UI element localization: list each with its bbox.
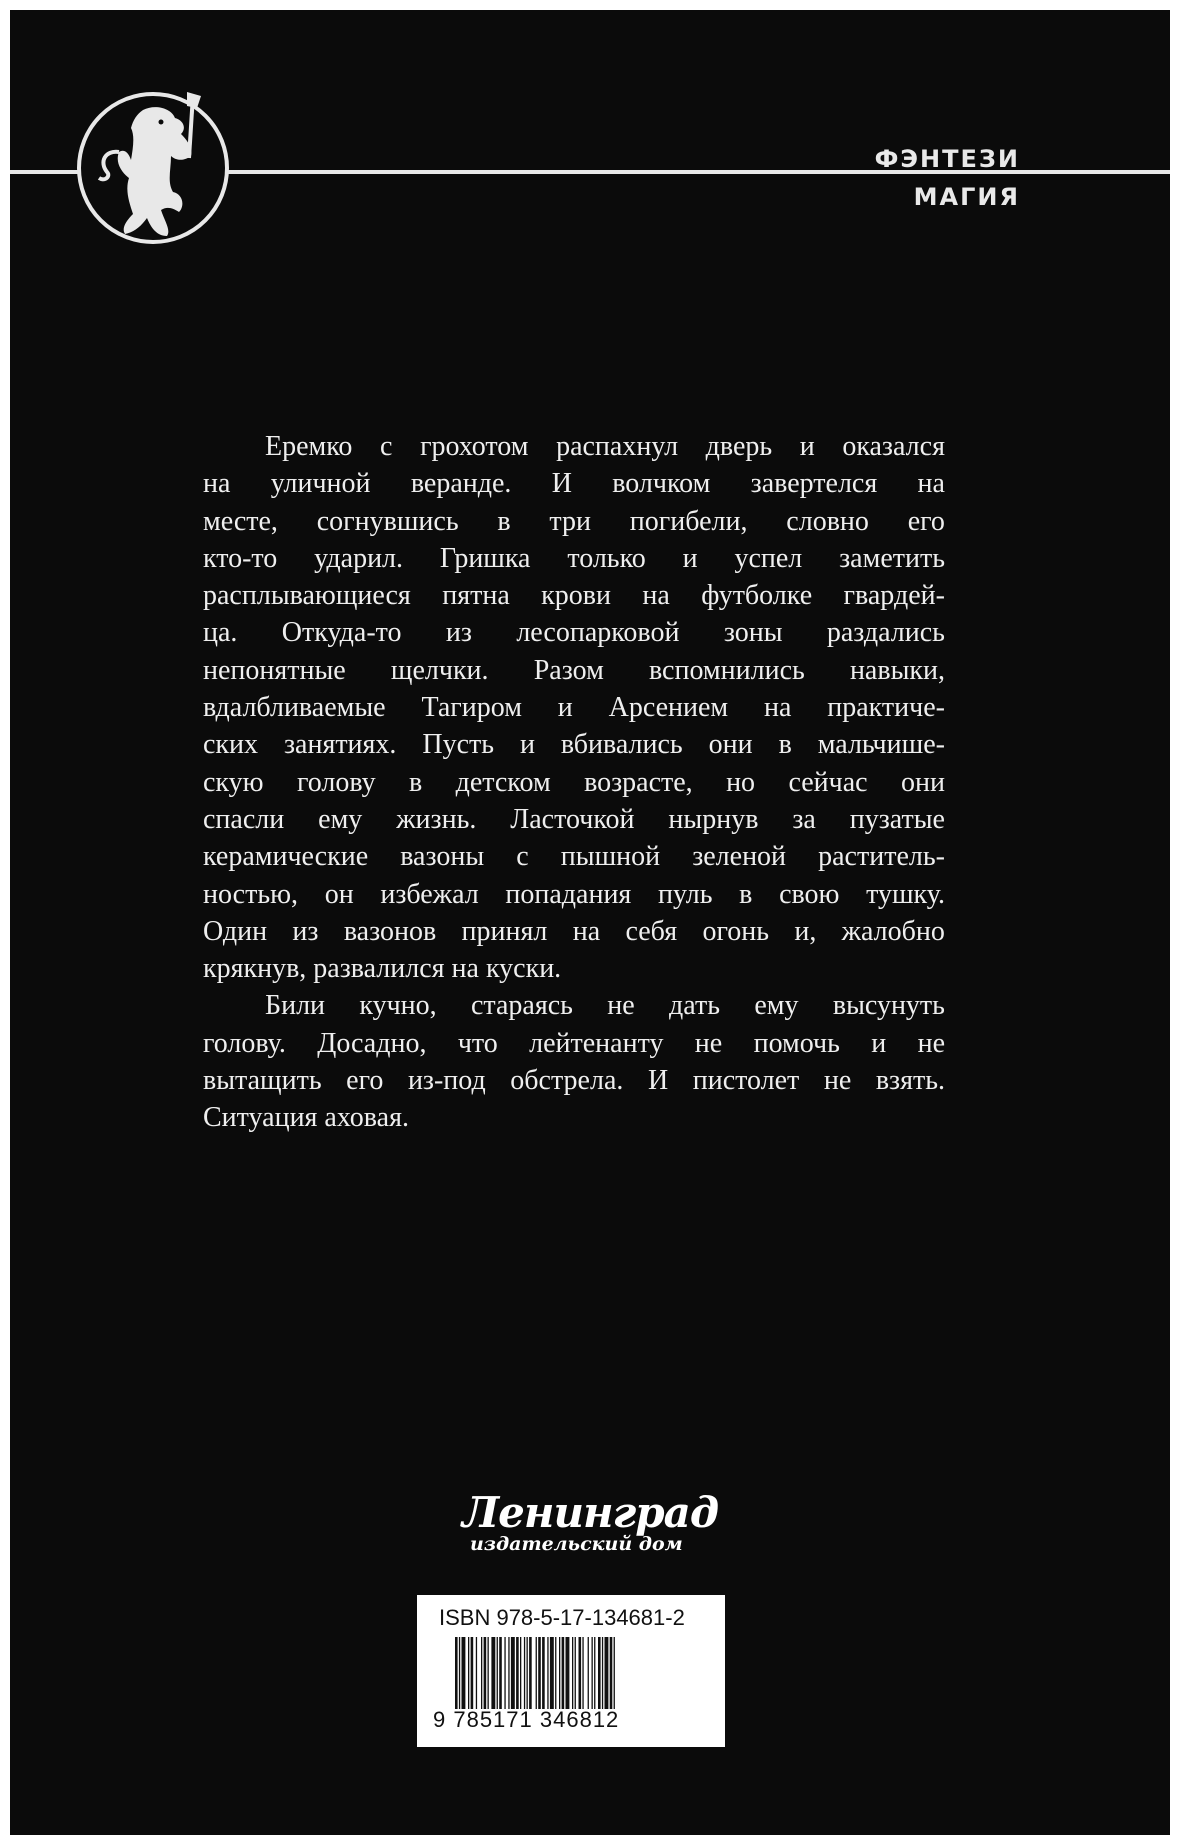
blurb-text [203,428,945,1137]
blurb-word: раздались [826,617,945,649]
blurb-word: его [907,505,945,537]
blurb-word: согнувшись [316,505,459,537]
blurb-line [203,987,945,1024]
blurb-word: сейчас [788,766,868,798]
blurb-word: жизнь. [396,803,477,835]
blurb-word: футболке [701,580,813,612]
blurb-word: за [792,803,816,835]
blurb-word: в [409,766,423,798]
blurb-word: ударил. [314,542,404,574]
blurb-word: зоны [723,617,783,649]
blurb-word: навыки, [849,654,945,686]
blurb-word: вазонов [343,915,437,947]
blurb-word: Ситуация аховая. [203,1102,409,1134]
blurb-word: с [516,841,529,873]
blurb-word: раститель- [818,841,945,873]
blurb-word: в [739,878,753,910]
genre-fantasy: ФЭНТЕЗИ [874,145,1020,173]
blurb-line [203,428,945,465]
blurb-word: жалобно [841,915,945,947]
blurb-line [203,689,945,726]
blurb-word: пистолет [692,1065,800,1097]
blurb-line [203,1099,945,1136]
blurb-word: на [203,468,231,500]
blurb-word: занятиях. [283,729,397,761]
blurb-word: практиче- [827,692,945,724]
blurb-line [203,1062,945,1099]
book-back-cover [10,10,1170,1835]
blurb-word: вдалбливаемые [203,692,386,724]
blurb-word: пуль [657,878,713,910]
blurb-word: веранде. [410,468,512,500]
blurb-word: ских [203,729,259,761]
blurb-word: зеленой [692,841,787,873]
blurb-word: крови [541,580,611,612]
blurb-word: взять. [875,1065,945,1097]
blurb-word: вспомнились [648,654,805,686]
blurb-word: Пусть [422,729,495,761]
blurb-word: ему [754,990,799,1022]
blurb-word: мальчише- [817,729,945,761]
blurb-word: и [799,431,815,462]
blurb-word: в [778,729,792,761]
isbn-number: ISBN 978-5-17-134681-2 [439,1605,685,1630]
blurb-line [203,503,945,540]
blurb-word: и [682,542,698,574]
blurb-word: Ласточкой [510,803,635,835]
blurb-word: ему [318,803,363,835]
blurb-word: месте, [203,505,278,537]
blurb-word: на [764,692,792,724]
blurb-word: попадания [505,878,632,910]
blurb-word: и, [794,915,817,947]
blurb-word: вытащить [203,1065,322,1097]
blurb-word: уличной [270,468,371,500]
blurb-word: Тагиром [421,692,522,724]
blurb-word: оказался [842,431,945,462]
blurb-word: стараясь [471,990,573,1022]
barcode-label [417,1595,725,1747]
blurb-line [203,614,945,651]
blurb-word: он [324,878,354,910]
genre-labels [875,140,1020,216]
blurb-word: дать [669,990,721,1022]
genre-magic: МАГИЯ [913,183,1020,211]
blurb-word: только [567,542,646,574]
blurb-line [203,876,945,913]
barcode-digits: 9 785171 346812 [433,1707,620,1732]
blurb-line [203,764,945,801]
blurb-word: успел [734,542,803,574]
blurb-word: завертелся [750,468,878,500]
blurb-line [203,913,945,950]
blurb-word: не [917,1027,945,1059]
blurb-word: лейтенанту [529,1027,664,1059]
blurb-word: вбивались [560,729,683,761]
blurb-word: Разом [533,654,604,686]
blurb-word: и [557,692,573,724]
blurb-word: свою [779,878,840,910]
blurb-word: в [497,505,511,537]
blurb-word: не [823,1065,852,1097]
blurb-word: помочь [753,1027,840,1059]
blurb-word: крякнув, развалился на куски. [203,953,562,985]
blurb-word: три [549,505,591,537]
blurb-word: погибели, [629,505,748,537]
blurb-word: щелчки. [390,654,489,686]
blurb-word: Еремко [265,431,353,462]
blurb-word: пузатые [849,803,945,835]
blurb-word: расплывающиеся [203,580,411,612]
blurb-line [203,950,945,987]
blurb-word: лесопарковой [516,617,680,649]
blurb-word: голову [296,766,376,798]
blurb-line [203,540,945,577]
blurb-word: нырнув [668,803,759,835]
blurb-word: обстрела. [510,1065,624,1097]
blurb-line [203,1025,945,1062]
blurb-word: дверь [705,431,773,462]
barcode-icon [455,1637,687,1709]
blurb-line [203,577,945,614]
blurb-line [203,838,945,875]
blurb-word: избежал [380,878,479,910]
blurb-word: Гришка [439,542,531,574]
blurb-word: с [380,431,393,462]
blurb-word: Били [265,990,326,1022]
blurb-word: из-под [407,1065,486,1097]
blurb-word: непонятные [203,654,346,686]
blurb-word: не [607,990,635,1022]
lion-with-axe-icon [75,90,255,270]
blurb-line [203,652,945,689]
blurb-word: пышной [560,841,661,873]
blurb-word: И [551,468,572,500]
blurb-word: на [642,580,670,612]
blurb-word: кто-то [203,542,278,574]
blurb-word: принял [461,915,548,947]
blurb-word: волчком [612,468,711,500]
blurb-word: высунуть [832,990,945,1022]
publisher-name: Ленинград [462,1488,719,1537]
blurb-word: его [346,1065,384,1097]
blurb-word: распахнул [556,431,679,462]
blurb-word: кучно, [359,990,437,1022]
blurb-word: скую [203,766,264,798]
blurb-word: на [917,468,945,500]
blurb-word: ностью, [203,878,299,910]
blurb-line [203,465,945,502]
blurb-word: Откуда-то [281,617,402,649]
blurb-word: на [572,915,601,947]
blurb-word: себя [625,915,678,947]
blurb-word: словно [786,505,869,537]
blurb-word: Один [203,915,268,947]
blurb-word: что [457,1027,498,1059]
publisher-logo [440,1490,740,1566]
blurb-word: они [900,766,945,798]
blurb-word: они [708,729,753,761]
blurb-word: голову. [203,1027,286,1059]
blurb-line [203,726,945,763]
blurb-word: Досадно, [317,1027,427,1059]
blurb-word: огонь [702,915,769,947]
blurb-word: ца. [203,617,238,649]
blurb-word: не [694,1027,723,1059]
blurb-line [203,801,945,838]
blurb-word: детском [455,766,551,798]
blurb-word: Арсением [608,692,729,724]
blurb-word: пятна [442,580,510,612]
blurb-word: вазоны [400,841,485,873]
blurb-word: заметить [839,542,945,574]
blurb-word: тушку. [866,878,945,910]
blurb-word: спасли [203,803,285,835]
blurb-word: из [445,617,472,649]
blurb-word: И [647,1065,669,1097]
blurb-word: возрасте, [584,766,693,798]
blurb-word: из [292,915,319,947]
blurb-word: керамические [203,841,369,873]
publisher-subtitle: издательский дом [470,1533,683,1555]
blurb-word: и [871,1027,887,1059]
blurb-word: гвардей- [843,580,945,612]
blurb-word: но [726,766,756,798]
blurb-word: и [519,729,535,761]
blurb-word: грохотом [420,431,529,462]
